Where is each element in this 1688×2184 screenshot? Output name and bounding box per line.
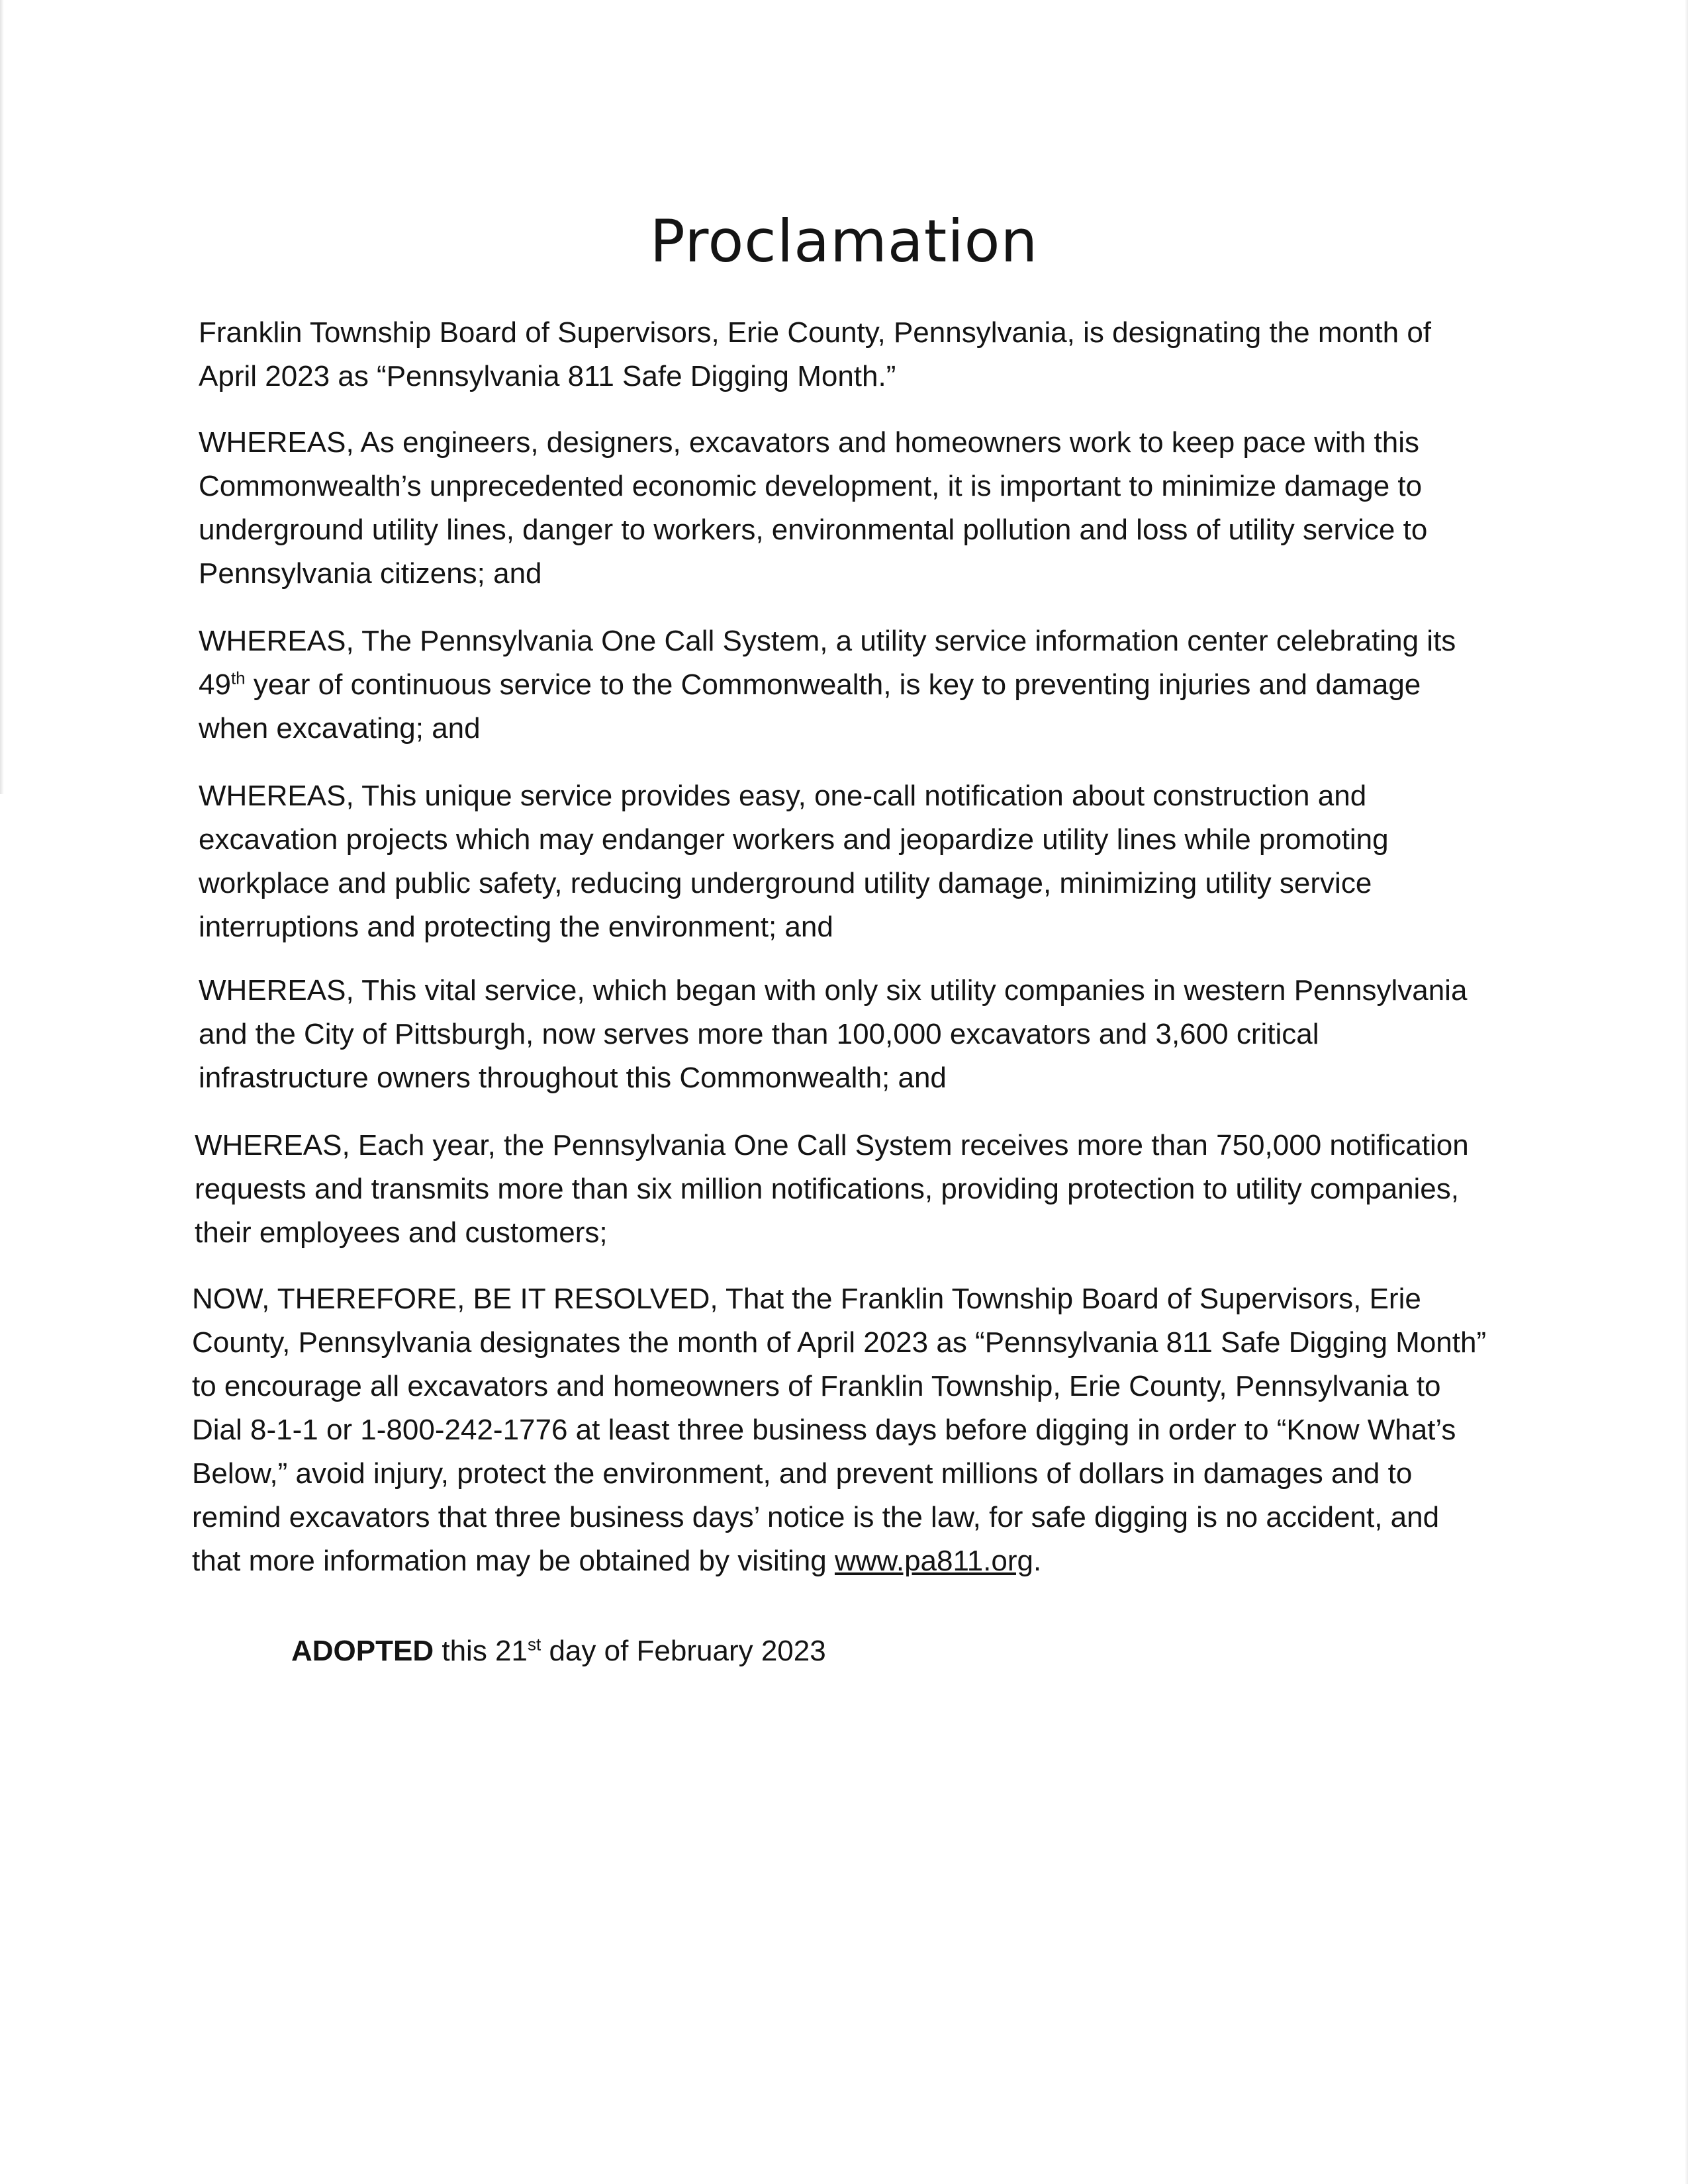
adopted-ordinal-superscript: st: [528, 1634, 541, 1655]
scan-edge-left: [0, 0, 4, 794]
adopted-label: ADOPTED: [291, 1635, 434, 1667]
ordinal-superscript: th: [230, 668, 246, 688]
website-link[interactable]: www.pa811.org: [834, 1545, 1033, 1577]
whereas-2-text-before: WHEREAS, The Pennsylvania One Call System, a utility service information center celebrating its 49: [199, 625, 1456, 701]
resolution-end: .: [1033, 1545, 1042, 1577]
whereas-2-text-after: year of continuous service to the Commonwealth, is key to preventing injuries and damage when excavating; and: [199, 668, 1421, 745]
whereas-paragraph-4: WHEREAS, This vital service, which began with only six utility companies in western Pennsylvania and the City of Pittsburgh, now serves more than 100,000 excavators and 3,600 critical infrastructure owners throughout this Commonwealth; and: [199, 974, 1468, 1094]
resolution-text: NOW, THEREFORE, BE IT RESOLVED, That the Franklin Township Board of Supervisors, Erie County, Pennsylvania designates the month of April 2023 as “Pennsylvania 811 Safe Digging Month” to encourage all excavators and homeowners of Franklin Township, Erie County, Pennsylvania to Dial 8-1-1 or 1-800-242-1776 at least three business days before digging in order to “Know What’s Below,” avoid injury, protect the environment, and prevent millions of dollars in damages and to remind excavators that three business days’ notice is the law, for safe digging is no accident, and that more information may be obtained by visiting: [192, 1283, 1487, 1577]
whereas-paragraph-2: [199, 619, 1489, 751]
adopted-text-before: this 21: [434, 1635, 528, 1667]
adopted-text-after: day of February 2023: [541, 1635, 826, 1667]
page-title: Proclamation: [649, 207, 1039, 275]
whereas-paragraph-1: WHEREAS, As engineers, designers, excavators and homeowners work to keep pace with this Commonwealth’s unprecedented economic development, it is important to minimize damage to underground utility lines, danger to workers, environmental pollution and loss of utility service to Pennsylvania citizens; and: [199, 426, 1428, 590]
scan-edge-right: [1685, 0, 1688, 2184]
intro-paragraph: Franklin Township Board of Supervisors, Erie County, Pennsylvania, is designating the month of April 2023 as “Pennsylvania 811 Safe Digging Month.”: [199, 316, 1432, 392]
resolution-paragraph: [192, 1277, 1489, 1583]
adoption-line: [291, 1629, 1218, 1673]
whereas-paragraph-5: WHEREAS, Each year, the Pennsylvania One Call System receives more than 750,000 notification requests and transmits more than six million notifications, providing protection to utility companies, their employees and customers;: [195, 1129, 1469, 1249]
whereas-paragraph-3: WHEREAS, This unique service provides easy, one-call notification about construction and excavation projects which may endanger workers and jeopardize utility lines while promoting workplace and public safety, reducing underground utility damage, minimizing utility service interruptions and protecting the environment; and: [199, 780, 1389, 943]
